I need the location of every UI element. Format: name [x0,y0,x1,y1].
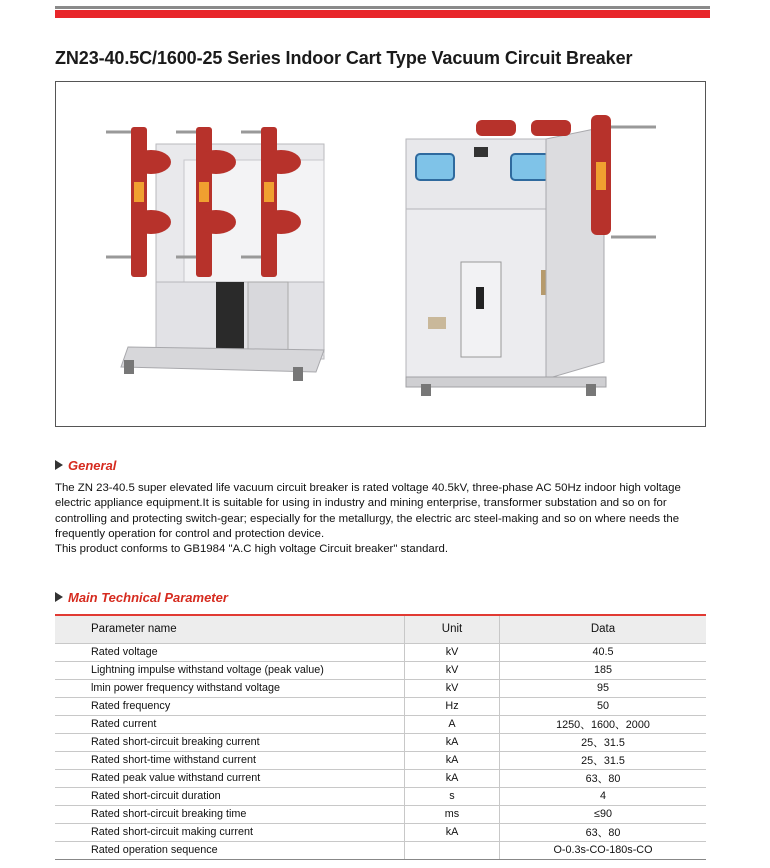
parameter-value: 40.5 [500,643,707,661]
breaker-front-view-icon [406,115,656,396]
parameter-value: 95 [500,679,707,697]
parameter-table [55,614,706,860]
parameter-name: Rated short-circuit duration [55,787,405,805]
parameter-unit: Hz [405,697,500,715]
parameter-unit: kV [405,643,500,661]
parameter-name: Rated short-circuit making current [55,823,405,841]
table-header-row [55,615,706,643]
parameter-unit [405,841,500,859]
parameter-name: Rated short-circuit breaking time [55,805,405,823]
table-row [55,733,706,751]
parameter-name: lmin power frequency withstand voltage [55,679,405,697]
parameter-name: Lightning impulse withstand voltage (peak value) [55,661,405,679]
parameter-name: Rated operation sequence [55,841,405,859]
general-paragraph-1: The ZN 23-40.5 super elevated life vacuum circuit breaker is rated voltage 40.5kV, three-phase AC 50Hz indoor high voltage electric appliance equipment.It is suitable for using in industry and mining enterprise, transformer substation and so on for controlling and protecting switch-gear; especially for the metallurgy, the electric arc steel-making and so on where needs the frequently operation for control and protection device. [55,482,681,540]
general-heading [55,458,116,473]
parameter-unit: kA [405,733,500,751]
page-title: ZN23-40.5C/1600-25 Series Indoor Cart Type Vacuum Circuit Breaker [55,48,633,68]
parameter-value: 1250、1600、2000 [500,715,707,733]
parameter-unit: kA [405,751,500,769]
table-row [55,841,706,859]
product-photo [55,81,706,427]
parameter-value: 4 [500,787,707,805]
column-header-data: Data [500,615,707,643]
parameter-name: Rated peak value withstand current [55,769,405,787]
breaker-rear-view-icon [106,127,324,381]
parameter-table-wrapper [55,614,706,860]
parameter-unit: kV [405,679,500,697]
table-row [55,715,706,733]
table-row [55,769,706,787]
column-header-parameter: Parameter name [55,615,405,643]
parameters-heading-label: Main Technical Parameter [68,590,228,605]
table-row [55,643,706,661]
parameter-unit: s [405,787,500,805]
column-header-unit: Unit [405,615,500,643]
table-row [55,679,706,697]
general-description [55,481,715,557]
table-row [55,697,706,715]
parameter-name: Rated short-time withstand current [55,751,405,769]
parameter-unit: kV [405,661,500,679]
parameter-unit: A [405,715,500,733]
general-paragraph-2: This product conforms to GB1984 "A.C high voltage Circuit breaker" standard. [55,543,449,556]
parameter-value: 63、80 [500,823,707,841]
table-row [55,787,706,805]
table-row [55,805,706,823]
parameter-value: O-0.3s-CO-180s-CO [500,841,707,859]
parameter-name: Rated current [55,715,405,733]
parameter-value: ≤90 [500,805,707,823]
parameter-name: Rated voltage [55,643,405,661]
table-row [55,823,706,841]
parameter-unit: kA [405,769,500,787]
parameter-name: Rated frequency [55,697,405,715]
table-row [55,751,706,769]
header-rule-red [55,10,710,18]
parameter-unit: ms [405,805,500,823]
parameter-name: Rated short-circuit breaking current [55,733,405,751]
parameter-value: 25、31.5 [500,733,707,751]
table-row [55,661,706,679]
general-heading-label: General [68,458,117,473]
parameter-value: 63、80 [500,769,707,787]
parameters-heading [55,590,228,605]
parameter-value: 185 [500,661,707,679]
parameter-unit: kA [405,823,500,841]
parameter-value: 25、31.5 [500,751,707,769]
triangle-bullet-icon [55,460,63,470]
triangle-bullet-icon [55,592,63,602]
parameter-value: 50 [500,697,707,715]
header-rule-gray [55,6,710,9]
